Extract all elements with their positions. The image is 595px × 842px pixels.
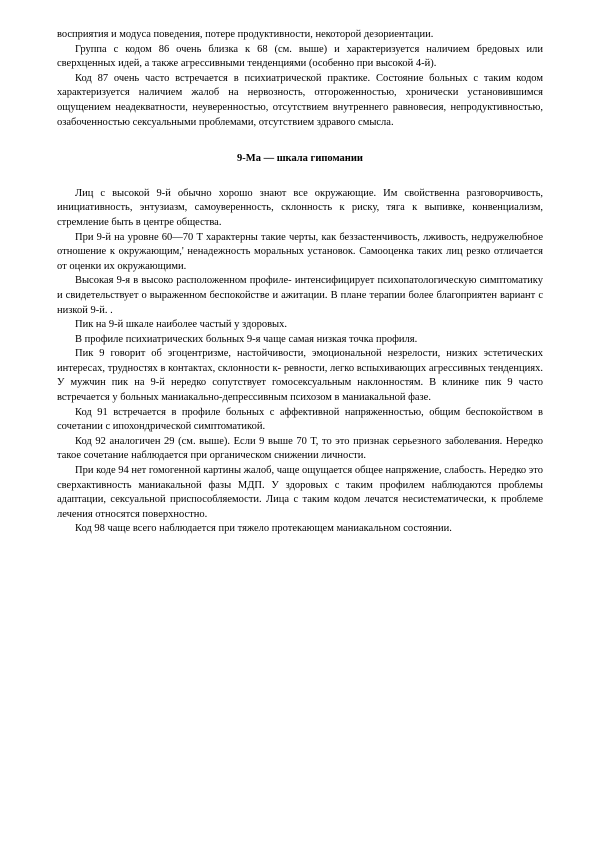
paragraph-code-91: Код 91 встречается в профиле больных с аффективной напряженностью, общим беспокойством в сочетании с ипохондрической симптоматикой. — [57, 406, 543, 433]
paragraph-code-92: Код 92 аналогичен 29 (см. выше). Если 9 выше 70 Т, то это признак серьезного заболевания. Нередко такое сочетание наблюдается при органическом снижении личности. — [57, 435, 543, 462]
document-body — [57, 28, 543, 537]
paragraph-code-87: Код 87 очень часто встречается в психиатрической практике. Состояние больных с таким кодом характеризуется наличием жалоб на нервозность, отгороженностью, хронически установившимся ощущением неадекватности, неуверенностью, отсутствием внутреннего равновесия, непродуктивностью, озабоченностью сексуальными проблемами, отсутствием здравого смысла. — [57, 72, 543, 128]
paragraph-continuation: восприятия и модуса поведения, потере продуктивности, некоторой дезориентации. — [57, 29, 434, 40]
paragraph-code-86: Группа с кодом 86 очень близка к 68 (см. выше) и характеризуется наличием бредовых или сверхценных идей, а также агрессивными тенденциями (особенно при высокой 4-й). — [57, 43, 543, 70]
paragraph-code-98: Код 98 чаще всего наблюдается при тяжело протекающем маниакальном состоянии. — [75, 523, 452, 535]
paragraph-code-94: При коде 94 нет гомогенной картины жалоб, чаще ощущается общее напряжение, слабость. Нередко это сверхактивность маниакальной фазы МДП. У здоровых с таким профилем наблюдаются проблемы адаптации, сексуальной приспособляемости. Лица с таким кодом лечатся несистематически, к проблеме лечения относятся поверхностно. — [57, 465, 543, 520]
section-heading: 9-Ма — шкала гипомании — [237, 153, 363, 165]
paragraph-high-9: Лиц с высокой 9-й обычно хорошо знают все окружающие. Им свойственна разговорчивость, инициативность, энтузиазм, самоуверенность, склонность к риску, тяга к выпивке, конвенциализм, стремление быть в центре общества. — [57, 187, 543, 228]
paragraph-peak-9: Пик 9 говорит об эгоцентризме, настойчивости, эмоциональной незрелости, низких эстетических интересах, трудностях в контактах, склонности к- ревности, легко вспыхивающих агрессивных тенденциях. У мужчин пик на 9-й нередко сопутствует гомосексуальным наклонностям. В клинике пик 9 часто встречается у больных маниакально-депрессивным психозом в маниакальной фазе. — [57, 348, 543, 404]
paragraph-9-level-60-70: При 9-й на уровне 60—70 Т характерны такие черты, как беззастенчивость, лживость, недружелюбное отношение к окружающим,' ненадежность моральных установок. Самооценка таких лиц резко отличается от оценки их окружающими. — [57, 231, 543, 272]
paragraph-peak-healthy: Пик на 9-й шкале наиболее частый у здоровых. — [75, 319, 287, 331]
paragraph-high-9-profile: Высокая 9-я в высоко расположенном профиле- интенсифицирует психопатологическую симптоматику и свидетельствует о выраженном беспокойстве и ажитации. В плане терапии более благоприятен вариант с низкой 9-й. . — [57, 275, 543, 316]
paragraph-psychiatric-profile: В профиле психиатрических больных 9-я чаще самая низкая точка профиля. — [75, 333, 418, 345]
